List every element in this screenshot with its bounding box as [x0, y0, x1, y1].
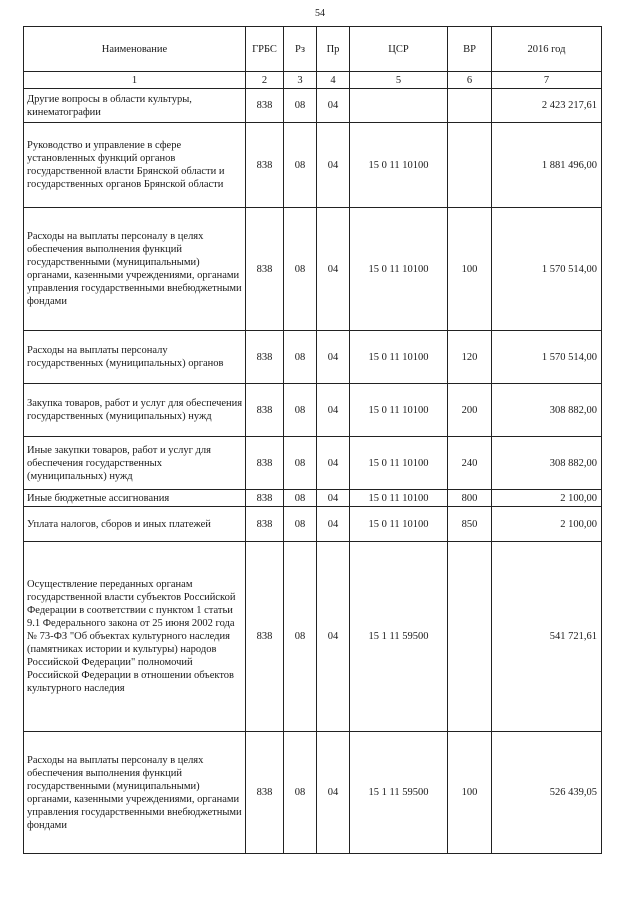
header-vr: ВР	[448, 27, 492, 72]
row-pr: 04	[317, 384, 350, 437]
row-rz: 08	[284, 384, 317, 437]
row-name: Иные закупки товаров, работ и услуг для обеспечения государственных (муниципальных) нужд	[24, 437, 246, 490]
row-vr	[448, 89, 492, 123]
row-pr: 04	[317, 732, 350, 854]
row-pr: 04	[317, 490, 350, 507]
row-name: Закупка товаров, работ и услуг для обеспечения государственных (муниципальных) нужд	[24, 384, 246, 437]
row-pr: 04	[317, 331, 350, 384]
row-rz: 08	[284, 208, 317, 331]
table-row	[24, 732, 602, 854]
row-csr: 15 0 11 10100	[350, 331, 448, 384]
column-number: 3	[284, 72, 317, 89]
page-number: 54	[315, 8, 325, 19]
row-grbs: 838	[246, 384, 284, 437]
row-rz: 08	[284, 542, 317, 732]
row-grbs: 838	[246, 490, 284, 507]
row-pr: 04	[317, 123, 350, 208]
row-csr: 15 0 11 10100	[350, 384, 448, 437]
row-csr: 15 0 11 10100	[350, 208, 448, 331]
header-rz: Рз	[284, 27, 317, 72]
row-csr: 15 0 11 10100	[350, 437, 448, 490]
row-csr	[350, 89, 448, 123]
row-amount: 2 100,00	[492, 490, 602, 507]
row-grbs: 838	[246, 89, 284, 123]
column-number-row	[24, 72, 602, 89]
row-pr: 04	[317, 208, 350, 331]
row-pr: 04	[317, 542, 350, 732]
row-name: Другие вопросы в области культуры, кинематографии	[24, 89, 246, 123]
row-grbs: 838	[246, 208, 284, 331]
header-pr: Пр	[317, 27, 350, 72]
column-number: 5	[350, 72, 448, 89]
row-vr: 240	[448, 437, 492, 490]
table-row	[24, 89, 602, 123]
row-amount: 2 423 217,61	[492, 89, 602, 123]
header-year: 2016 год	[492, 27, 602, 72]
row-grbs: 838	[246, 331, 284, 384]
row-csr: 15 1 11 59500	[350, 542, 448, 732]
row-amount: 1 570 514,00	[492, 208, 602, 331]
header-row	[24, 27, 602, 72]
header-name: Наименование	[24, 27, 246, 72]
row-amount: 308 882,00	[492, 437, 602, 490]
table-row	[24, 507, 602, 542]
row-rz: 08	[284, 331, 317, 384]
row-csr: 15 0 11 10100	[350, 490, 448, 507]
row-vr: 120	[448, 331, 492, 384]
row-csr: 15 0 11 10100	[350, 507, 448, 542]
row-name: Расходы на выплаты персоналу государственных (муниципальных) органов	[24, 331, 246, 384]
row-amount: 541 721,61	[492, 542, 602, 732]
row-vr: 800	[448, 490, 492, 507]
table-row	[24, 437, 602, 490]
column-number: 1	[24, 72, 246, 89]
row-rz: 08	[284, 490, 317, 507]
row-vr: 850	[448, 507, 492, 542]
row-csr: 15 1 11 59500	[350, 732, 448, 854]
row-name: Уплата налогов, сборов и иных платежей	[24, 507, 246, 542]
table-row	[24, 542, 602, 732]
row-amount: 308 882,00	[492, 384, 602, 437]
row-rz: 08	[284, 123, 317, 208]
budget-table	[23, 26, 602, 854]
row-amount: 1 570 514,00	[492, 331, 602, 384]
header-grbs: ГРБС	[246, 27, 284, 72]
row-grbs: 838	[246, 123, 284, 208]
row-csr: 15 0 11 10100	[350, 123, 448, 208]
row-vr	[448, 123, 492, 208]
row-grbs: 838	[246, 732, 284, 854]
row-vr: 100	[448, 732, 492, 854]
row-name: Осуществление переданных органам государственной власти субъектов Российской Федерации в соответствии с пунктом 1 статьи 9.1 Федерального закона от 25 июня 2002 года № 73-ФЗ "Об объектах культурного наследия (памятниках истории и культуры) народов Российской Федерации" полномочий Российской Федерации в отношении объектов культурного наследия	[24, 542, 246, 732]
row-rz: 08	[284, 437, 317, 490]
row-grbs: 838	[246, 507, 284, 542]
column-number: 7	[492, 72, 602, 89]
row-pr: 04	[317, 437, 350, 490]
row-grbs: 838	[246, 437, 284, 490]
row-vr: 100	[448, 208, 492, 331]
row-name: Руководство и управление в сфере установленных функций органов государственной власти Брянской области и государственных органов Брянской области	[24, 123, 246, 208]
row-rz: 08	[284, 507, 317, 542]
row-name: Расходы на выплаты персоналу в целях обеспечения выполнения функций государственными (муниципальными) органами, казенными учреждениями, органами управления государственными внебюджетными фондами	[24, 208, 246, 331]
row-rz: 08	[284, 732, 317, 854]
row-pr: 04	[317, 89, 350, 123]
row-vr	[448, 542, 492, 732]
row-vr: 200	[448, 384, 492, 437]
row-amount: 1 881 496,00	[492, 123, 602, 208]
column-number: 6	[448, 72, 492, 89]
row-amount: 526 439,05	[492, 732, 602, 854]
row-name: Расходы на выплаты персоналу в целях обеспечения выполнения функций государственными (муниципальными) органами, казенными учреждениями, органами управления государственными внебюджетными фондами	[24, 732, 246, 854]
table-row	[24, 123, 602, 208]
table-row	[24, 208, 602, 331]
row-name: Иные бюджетные ассигнования	[24, 490, 246, 507]
table-row	[24, 490, 602, 507]
table-row	[24, 384, 602, 437]
table-row	[24, 331, 602, 384]
row-pr: 04	[317, 507, 350, 542]
row-amount: 2 100,00	[492, 507, 602, 542]
row-grbs: 838	[246, 542, 284, 732]
column-number: 4	[317, 72, 350, 89]
row-rz: 08	[284, 89, 317, 123]
header-csr: ЦСР	[350, 27, 448, 72]
column-number: 2	[246, 72, 284, 89]
